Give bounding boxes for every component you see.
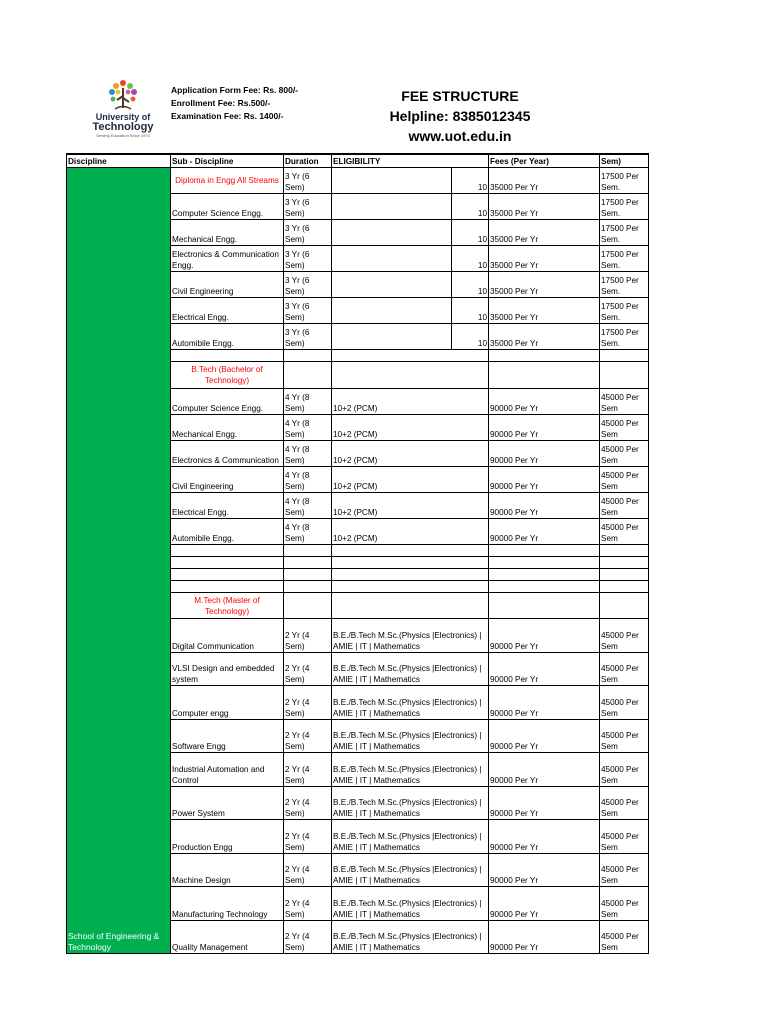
fee-per-sem-cell: 17500 Per Sem. [600,324,649,350]
fee-per-year-cell: 90000 Per Yr [489,415,600,441]
fee-per-year-cell: 35000 Per Yr [489,168,600,194]
empty-cell [489,581,600,593]
fee-per-year-cell: 35000 Per Yr [489,298,600,324]
fee-per-sem-cell: 45000 Per Sem [600,853,649,887]
eligibility-cell: B.E./B.Tech M.Sc.(Physics |Electronics) | AMIE | IT | Mathematics [332,786,489,820]
logo-text-line2: Technology [92,121,154,133]
sub-discipline-cell: Automibile Engg. [171,519,284,545]
page-title: FEE STRUCTURE [401,88,519,104]
duration-cell: 4 Yr (8 Sem) [284,389,332,415]
fee-per-year-cell: 90000 Per Yr [489,853,600,887]
empty-cell [332,557,489,569]
fee-per-year-cell: 90000 Per Yr [489,920,600,954]
empty-cell [284,545,332,557]
eligibility-cell [332,168,452,194]
fee-per-sem-cell: 45000 Per Sem [600,619,649,653]
fee-per-sem-cell: 17500 Per Sem. [600,272,649,298]
empty-cell [332,569,489,581]
fee-per-year-cell: 90000 Per Yr [489,652,600,686]
empty-cell [489,557,600,569]
empty-cell [284,362,332,389]
eligibility-cell [332,194,452,220]
eligibility-value: 10 [452,324,489,350]
eligibility-cell: B.E./B.Tech M.Sc.(Physics |Electronics) | AMIE | IT | Mathematics [332,686,489,720]
fee-per-sem-cell: 45000 Per Sem [600,887,649,921]
fee-per-sem-cell: 17500 Per Sem. [600,194,649,220]
fee-per-sem-cell: 45000 Per Sem [600,786,649,820]
empty-cell [332,545,489,557]
duration-cell: 2 Yr (4 Sem) [284,686,332,720]
eligibility-cell: B.E./B.Tech M.Sc.(Physics |Electronics) | AMIE | IT | Mathematics [332,820,489,854]
empty-cell [600,557,649,569]
eligibility-cell: B.E./B.Tech M.Sc.(Physics |Electronics) | AMIE | IT | Mathematics [332,719,489,753]
fee-per-sem-cell: 45000 Per Sem [600,441,649,467]
section-title-mtech: M.Tech (Master of Technology) [171,593,284,619]
duration-cell: 4 Yr (8 Sem) [284,415,332,441]
duration-cell: 2 Yr (4 Sem) [284,652,332,686]
sub-discipline-cell: Mechanical Engg. [171,415,284,441]
examination-fee: Examination Fee: Rs. 1400/- [171,111,284,121]
sub-discipline-cell: Production Engg [171,820,284,854]
empty-cell [171,581,284,593]
sub-discipline-cell: VLSI Design and embedded system [171,652,284,686]
page-heading [360,86,560,146]
sub-discipline-cell: Electronics & Communication Engg. [171,246,284,272]
sub-discipline-cell: Software Engg [171,719,284,753]
fee-per-year-cell: 35000 Per Yr [489,194,600,220]
eligibility-value: 10 [452,298,489,324]
duration-cell: 2 Yr (4 Sem) [284,753,332,787]
fee-per-year-cell: 90000 Per Yr [489,820,600,854]
header-duration: Duration [284,154,332,168]
fee-per-year-cell: 90000 Per Yr [489,441,600,467]
discipline-cell [67,168,171,954]
empty-cell [489,545,600,557]
sub-discipline-cell: Electrical Engg. [171,298,284,324]
empty-cell [600,362,649,389]
sub-discipline-cell: Power System [171,786,284,820]
duration-cell: 2 Yr (4 Sem) [284,820,332,854]
fee-per-sem-cell: 45000 Per Sem [600,519,649,545]
duration-cell: 2 Yr (4 Sem) [284,920,332,954]
sub-discipline-cell: Manufacturing Technology [171,887,284,921]
sub-discipline-cell: Quality Management [171,920,284,954]
duration-cell: 4 Yr (8 Sem) [284,441,332,467]
fee-per-year-cell: 90000 Per Yr [489,786,600,820]
fee-per-sem-cell: 45000 Per Sem [600,820,649,854]
empty-cell [489,350,600,362]
table-row [67,168,649,194]
sub-discipline-cell: Digital Communication [171,619,284,653]
duration-cell: 3 Yr (6 Sem) [284,324,332,350]
fee-per-sem-cell: 45000 Per Sem [600,920,649,954]
eligibility-cell [332,298,452,324]
fee-table [66,153,649,954]
fee-info [171,84,298,123]
eligibility-cell: 10+2 (PCM) [332,415,489,441]
logo-tagline: Serving Education Since 1970 [96,133,150,138]
empty-cell [284,569,332,581]
fee-per-sem-cell: 45000 Per Sem [600,467,649,493]
website: www.uot.edu.in [408,128,512,144]
duration-cell: 2 Yr (4 Sem) [284,719,332,753]
empty-cell [332,350,489,362]
eligibility-cell: B.E./B.Tech M.Sc.(Physics |Electronics) | AMIE | IT | Mathematics [332,853,489,887]
empty-cell [600,545,649,557]
sub-discipline-cell: Computer Science Engg. [171,194,284,220]
eligibility-cell: B.E./B.Tech M.Sc.(Physics |Electronics) | AMIE | IT | Mathematics [332,652,489,686]
fee-per-year-cell: 90000 Per Yr [489,467,600,493]
duration-cell: 2 Yr (4 Sem) [284,786,332,820]
sub-discipline-cell: Computer Science Engg. [171,389,284,415]
sub-discipline-cell: Machine Design [171,853,284,887]
empty-cell [171,350,284,362]
empty-cell [600,569,649,581]
empty-cell [284,350,332,362]
duration-cell: 4 Yr (8 Sem) [284,493,332,519]
fee-per-year-cell: 35000 Per Yr [489,324,600,350]
fee-per-year-cell: 90000 Per Yr [489,686,600,720]
fee-per-year-cell: 90000 Per Yr [489,389,600,415]
empty-cell [332,593,489,619]
section-title-diploma: Diploma in Engg All Streams [171,168,284,194]
fee-per-sem-cell: 17500 Per Sem. [600,220,649,246]
logo-text-line1: University of [95,112,151,122]
sub-discipline-cell: Electrical Engg. [171,493,284,519]
empty-cell [489,362,600,389]
fee-per-year-cell: 90000 Per Yr [489,493,600,519]
duration-cell: 3 Yr (6 Sem) [284,246,332,272]
fee-per-sem-cell: 17500 Per Sem. [600,168,649,194]
duration-cell: 2 Yr (4 Sem) [284,619,332,653]
duration-cell: 3 Yr (6 Sem) [284,168,332,194]
empty-cell [600,350,649,362]
fee-per-sem-cell: 45000 Per Sem [600,753,649,787]
duration-cell: 3 Yr (6 Sem) [284,272,332,298]
header-eligibility: ELIGIBILITY [332,154,489,168]
empty-cell [489,569,600,581]
fee-per-year-cell: 90000 Per Yr [489,719,600,753]
fee-per-year-cell: 90000 Per Yr [489,519,600,545]
fee-per-sem-cell: 45000 Per Sem [600,415,649,441]
fee-per-sem-cell: 45000 Per Sem [600,389,649,415]
sub-discipline-cell: Civil Engineering [171,467,284,493]
eligibility-cell: 10+2 (PCM) [332,441,489,467]
empty-cell [600,593,649,619]
fee-per-sem-cell: 17500 Per Sem. [600,246,649,272]
empty-cell [171,557,284,569]
eligibility-cell: 10+2 (PCM) [332,493,489,519]
eligibility-cell: 10+2 (PCM) [332,519,489,545]
helpline: Helpline: 8385012345 [389,108,531,124]
eligibility-cell [332,246,452,272]
duration-cell: 3 Yr (6 Sem) [284,220,332,246]
table-header-row [67,154,649,168]
fee-per-sem-cell: 17500 Per Sem. [600,298,649,324]
eligibility-cell: 10+2 (PCM) [332,389,489,415]
tree-logo-icon [103,78,143,112]
fee-per-sem-cell: 45000 Per Sem [600,686,649,720]
university-logo [78,78,168,154]
duration-cell: 4 Yr (8 Sem) [284,467,332,493]
eligibility-cell: B.E./B.Tech M.Sc.(Physics |Electronics) | AMIE | IT | Mathematics [332,753,489,787]
fee-per-sem-cell: 45000 Per Sem [600,719,649,753]
eligibility-cell [332,324,452,350]
enrollment-fee: Enrollment Fee: Rs.500/- [171,98,271,108]
discipline-name: School of Engineering & Technology [68,931,160,952]
empty-cell [171,545,284,557]
sub-discipline-cell: Computer engg [171,686,284,720]
duration-cell: 2 Yr (4 Sem) [284,853,332,887]
empty-cell [489,593,600,619]
duration-cell: 3 Yr (6 Sem) [284,194,332,220]
header-discipline: Discipline [67,154,171,168]
eligibility-cell: B.E./B.Tech M.Sc.(Physics |Electronics) | AMIE | IT | Mathematics [332,619,489,653]
sub-discipline-cell: Electronics & Communication [171,441,284,467]
fee-per-year-cell: 90000 Per Yr [489,753,600,787]
eligibility-cell [332,272,452,298]
duration-cell: 2 Yr (4 Sem) [284,887,332,921]
eligibility-cell [332,220,452,246]
eligibility-value: 10 [452,194,489,220]
fee-per-year-cell: 90000 Per Yr [489,887,600,921]
fee-per-year-cell: 90000 Per Yr [489,619,600,653]
empty-cell [600,581,649,593]
fee-per-sem-cell: 45000 Per Sem [600,652,649,686]
empty-cell [332,362,489,389]
empty-cell [171,569,284,581]
duration-cell: 4 Yr (8 Sem) [284,519,332,545]
eligibility-cell: 10+2 (PCM) [332,467,489,493]
eligibility-value: 10 [452,220,489,246]
empty-cell [284,581,332,593]
eligibility-cell: B.E./B.Tech M.Sc.(Physics |Electronics) | AMIE | IT | Mathematics [332,887,489,921]
empty-cell [284,557,332,569]
sub-discipline-cell: Civil Engineering [171,272,284,298]
header-sub-discipline: Sub - Discipline [171,154,284,168]
fee-per-sem-cell: 45000 Per Sem [600,493,649,519]
empty-cell [284,593,332,619]
eligibility-value: 10 [452,246,489,272]
section-title-btech: B.Tech (Bachelor of Technology) [171,362,284,389]
sub-discipline-cell: Industrial Automation and Control [171,753,284,787]
header-sem: Sem) [600,154,649,168]
fee-per-year-cell: 35000 Per Yr [489,220,600,246]
sub-discipline-cell: Mechanical Engg. [171,220,284,246]
eligibility-value: 10 [452,272,489,298]
header-fees: Fees (Per Year) [489,154,600,168]
duration-cell: 3 Yr (6 Sem) [284,298,332,324]
eligibility-cell: B.E./B.Tech M.Sc.(Physics |Electronics) | AMIE | IT | Mathematics [332,920,489,954]
empty-cell [332,581,489,593]
sub-discipline-cell: Automibile Engg. [171,324,284,350]
fee-per-year-cell: 35000 Per Yr [489,272,600,298]
fee-per-year-cell: 35000 Per Yr [489,246,600,272]
application-fee: Application Form Fee: Rs. 800/- [171,85,299,95]
eligibility-value: 10 [452,168,489,194]
